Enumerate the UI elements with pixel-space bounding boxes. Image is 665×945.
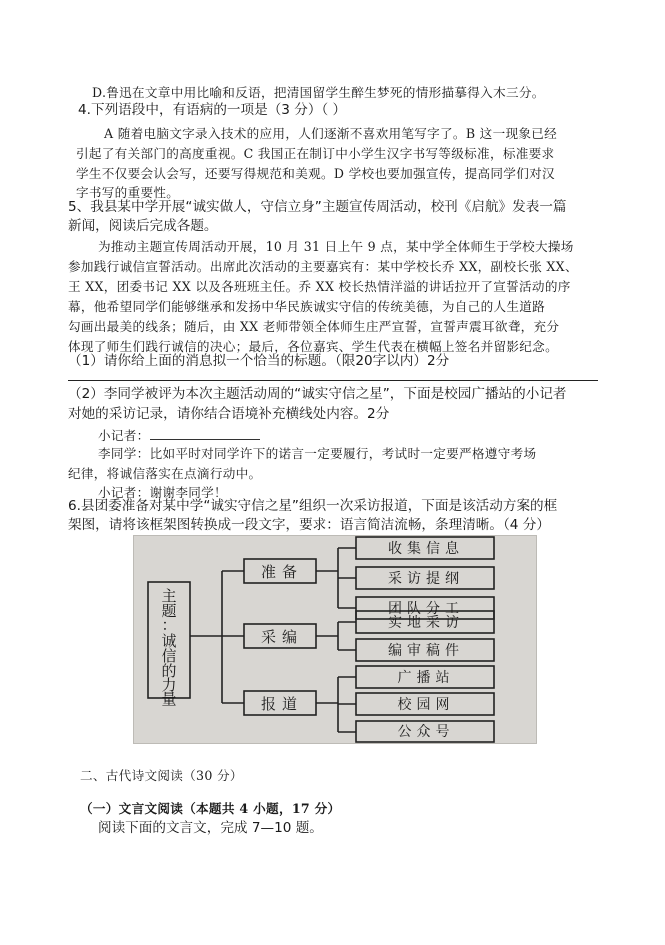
item-campus-network: 校园网 bbox=[397, 697, 455, 713]
q5-sub2-1: （2）李同学被评为本次主题活动周的“诚实守信之星”，下面是校园广播站的小记者 bbox=[68, 386, 567, 402]
news-line-5: 勾画出最美的线条；随后，由 XX 老师带领全体师生庄严宣誓，宣誓声震耳欲聋，充分 bbox=[68, 319, 560, 334]
q5-sub2-2: 对她的采访记录，请你结合语境补充横线处内容。2分 bbox=[68, 406, 390, 422]
news-line-4: 幕，他希望同学们能够继承和发扬中华民族诚实守信的传统美德，为自己的人生道路 bbox=[68, 299, 546, 314]
q4-line-3: 学生不仅要会认会写，还要写得规范和美观。D 学校也要加强宣传，提高同学们对汉 bbox=[76, 166, 555, 181]
section2-instruction: 阅读下面的文言文，完成 7—10 题。 bbox=[98, 820, 323, 836]
theme-char-7: 力 bbox=[161, 676, 177, 694]
section2-title: 二、古代诗文阅读（30 分） bbox=[80, 768, 243, 783]
branch-report: 报道 bbox=[260, 695, 304, 713]
theme-char-2: 题 bbox=[161, 602, 177, 620]
theme-char-1: 主 bbox=[161, 587, 177, 605]
section2-subtitle: （一）文言文阅读（本题共 4 小题，17 分） bbox=[80, 801, 341, 816]
reporter-thanks: 小记者：谢谢李同学！ bbox=[98, 485, 227, 500]
item-broadcast-station: 广播站 bbox=[397, 670, 455, 686]
framework-diagram bbox=[133, 535, 537, 744]
q4-line-4: 字书写的重要性。 bbox=[76, 185, 180, 200]
news-line-6: 体现了师生们践行诚信的决心；最后，各位嘉宾、学生代表在横幅上签名并留影纪念。 bbox=[68, 339, 558, 354]
framework-diagram-svg bbox=[134, 536, 536, 743]
student-line-2: 纪律，将诚信落实在点滴行动中。 bbox=[68, 466, 262, 481]
branch-prepare: 准备 bbox=[260, 563, 304, 581]
item-interview-outline: 采访提纲 bbox=[388, 571, 464, 587]
theme-char-4: 诚 bbox=[161, 632, 177, 650]
reporter-answer-blank[interactable] bbox=[150, 425, 260, 440]
q4-line-2: 引起了有关部门的高度重视。C 我国正在制订中小学生汉字书写等级标准，标准要求 bbox=[76, 146, 555, 161]
news-line-1: 为推动主题宣传周活动开展，10 月 31 日上午 9 点，某中学全体师生于学校大操场 bbox=[98, 239, 574, 254]
item-public-account: 公众号 bbox=[397, 724, 455, 740]
item-field-interview: 实地采访 bbox=[388, 615, 464, 631]
item-collect-info: 收集信息 bbox=[388, 541, 464, 557]
branch-edit: 采编 bbox=[260, 628, 304, 646]
reporter-label: 小记者： bbox=[98, 428, 150, 443]
news-line-2: 参加践行诚信宣誓活动。出席此次活动的主要嘉宾有：某中学校长乔 XX，副校长张 XX、 bbox=[68, 259, 578, 274]
student-line-1: 李同学：比如平时对同学许下的诺言一定要履行，考试时一定要严格遵守考场 bbox=[98, 446, 537, 461]
q5-sub1: （1）请你给上面的消息拟一个恰当的标题。（限20字以内）2分 bbox=[68, 353, 450, 369]
theme-char-3: ： bbox=[161, 616, 177, 634]
reporter-line bbox=[98, 425, 260, 445]
answer-line-title[interactable] bbox=[68, 380, 598, 381]
theme-char-5: 信 bbox=[161, 647, 177, 665]
news-line-3: 王 XX，团委书记 XX 以及各班班主任。乔 XX 校长热情洋溢的讲话拉开了宣誓活动的序 bbox=[68, 279, 571, 294]
q6-line-2: 架图，请将该框架图转换成一段文字，要求：语言简洁流畅，条理清晰。（4 分） bbox=[68, 517, 550, 533]
q4-line-1: A 随着电脑文字录入技术的应用，人们逐渐不喜欢用笔写字了。B 这一现象已经 bbox=[104, 126, 558, 141]
q5-intro-1: 5、我县某中学开展“诚实做人，守信立身”主题宣传周活动，校刊《启航》发表一篇 bbox=[68, 199, 567, 215]
q5-intro-2: 新闻，阅读后完成各题。 bbox=[68, 218, 218, 234]
item-edit-review: 编审稿件 bbox=[388, 643, 464, 659]
theme-char-6: 的 bbox=[161, 662, 177, 680]
q3-option-d: D.鲁迅在文章中用比喻和反语，把清国留学生醉生梦死的情形描摹得入木三分。 bbox=[92, 85, 545, 100]
q6-line-1: 6.县团委准备对某中学“诚实守信之星”组织一次采访报道，下面是该活动方案的框 bbox=[68, 498, 558, 514]
theme-char-8: 量 bbox=[161, 690, 177, 708]
item-team-division: 团队分工 bbox=[388, 601, 464, 617]
q4-title: 4.下列语段中，有语病的一项是（3 分）（ ） bbox=[78, 102, 347, 118]
